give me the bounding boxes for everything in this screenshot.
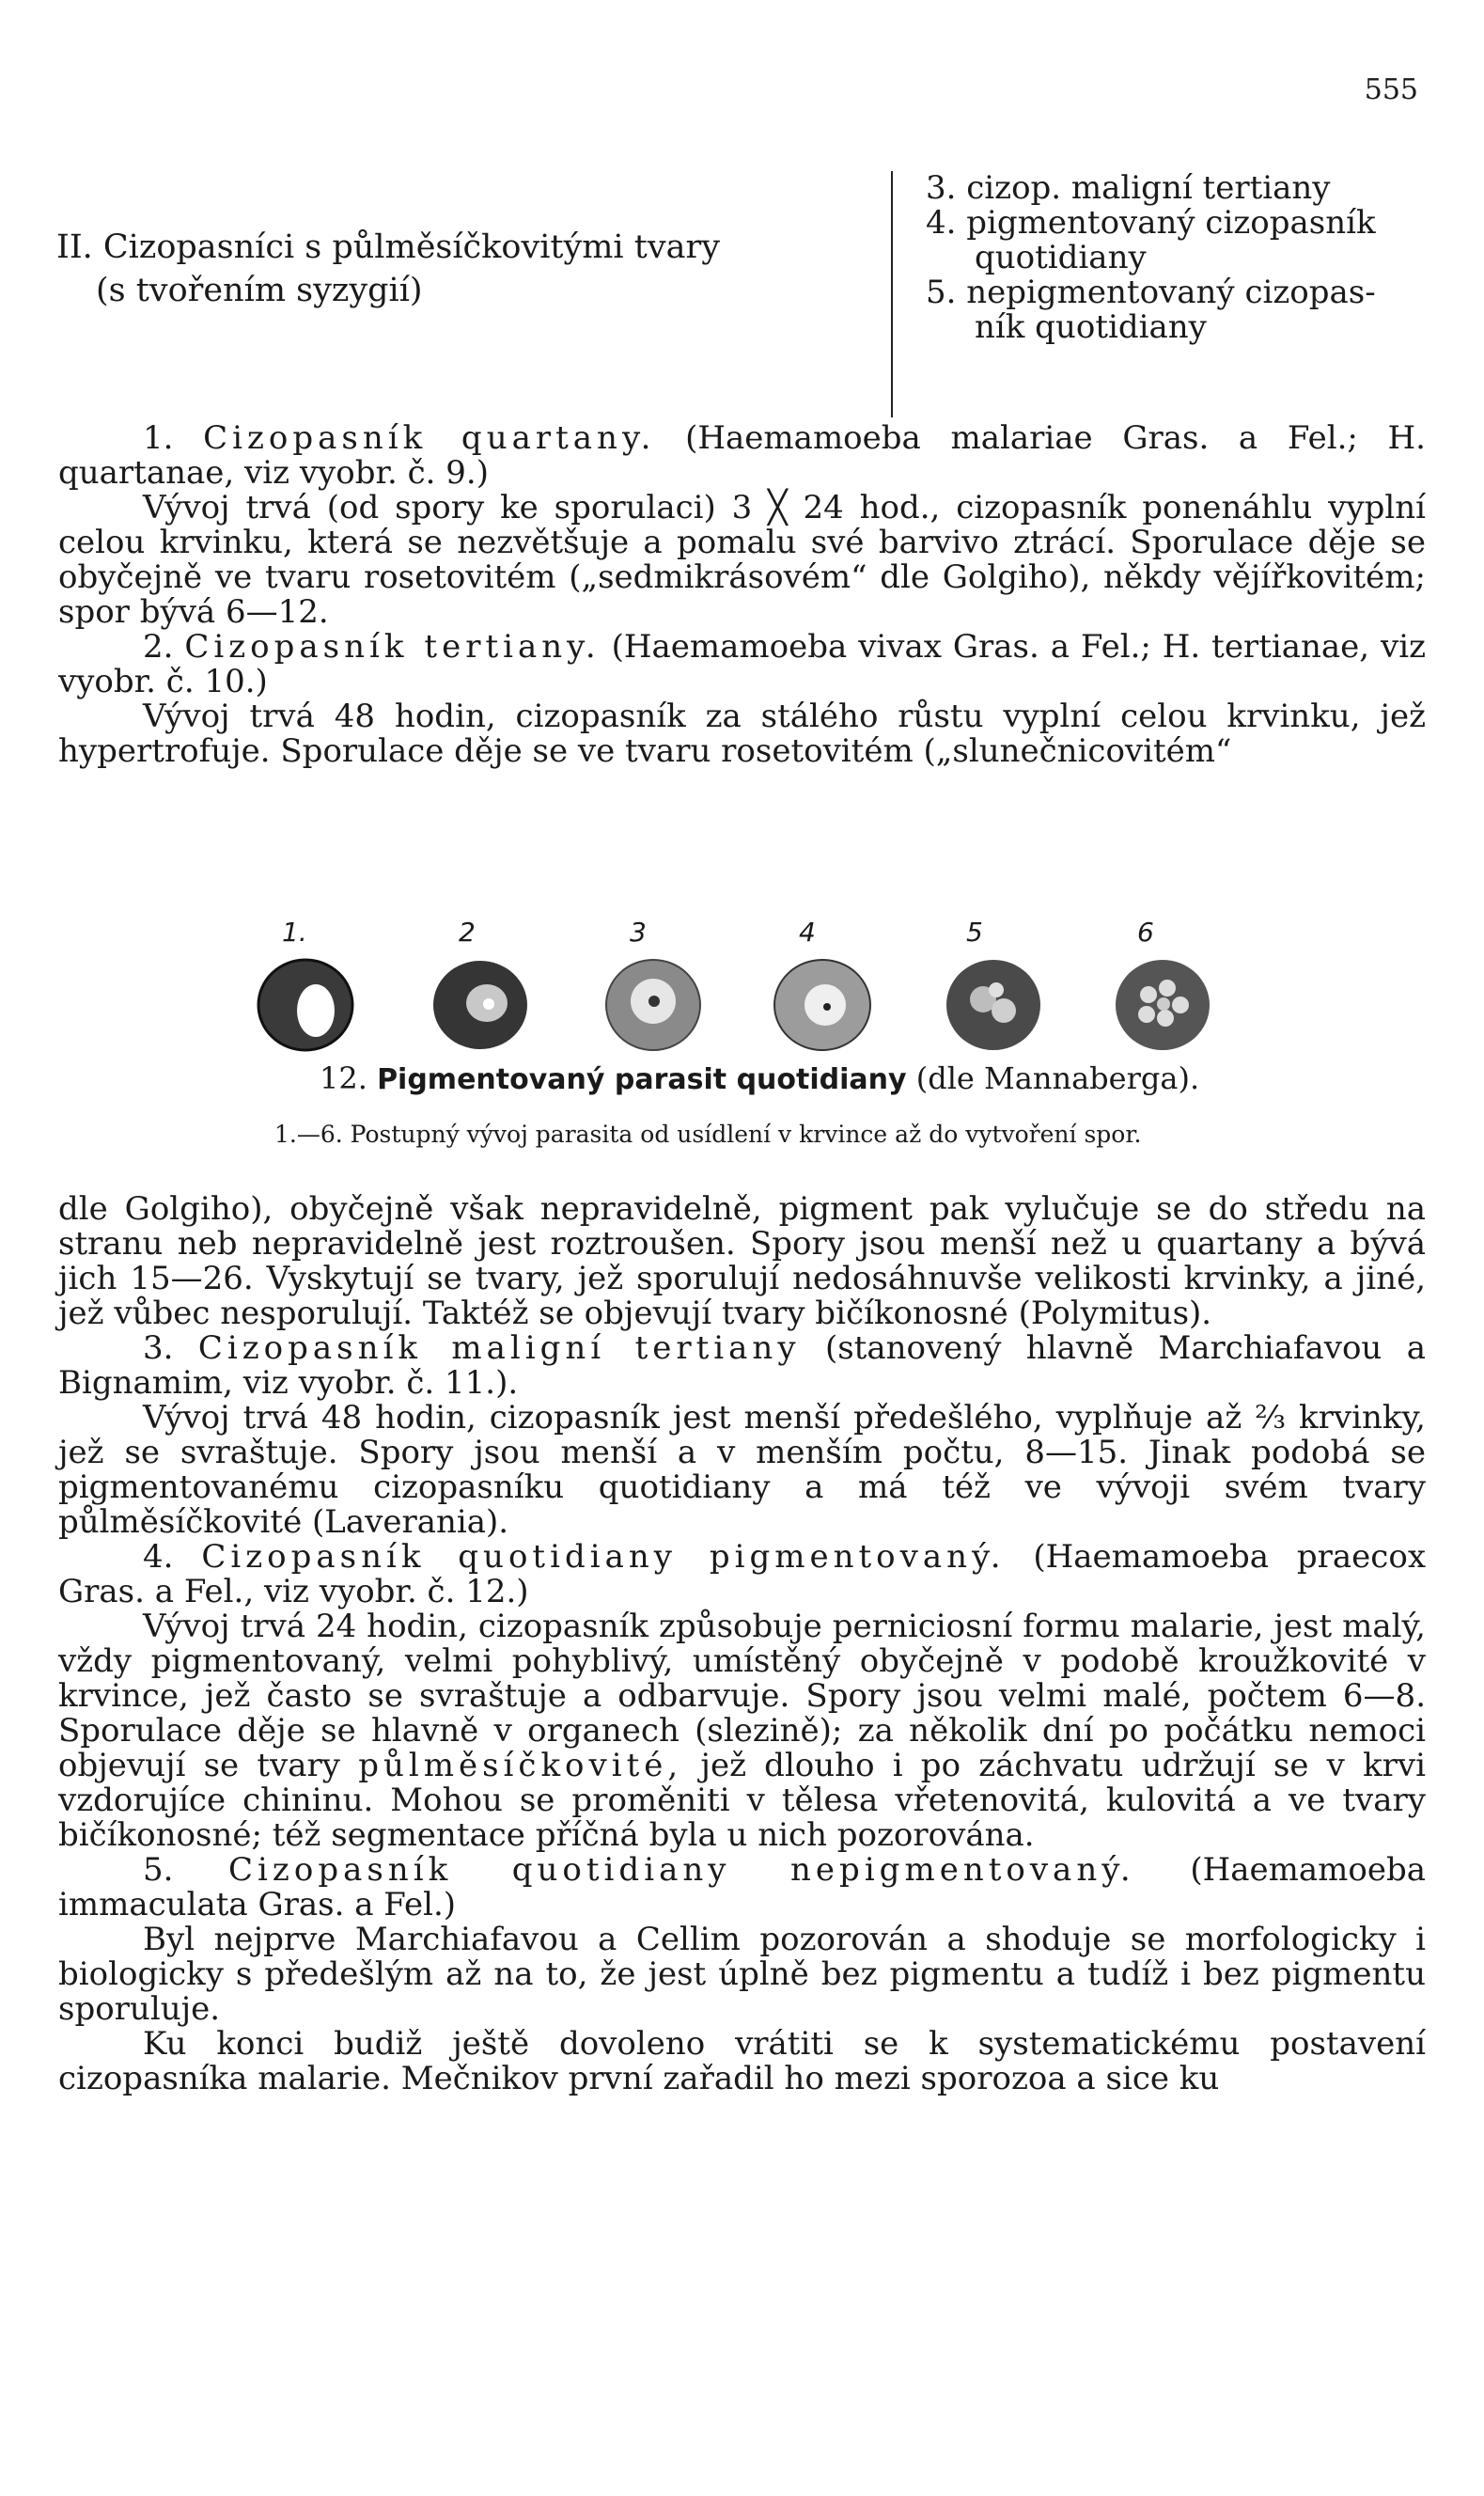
paragraph: 1. Cizopasník quartany. (Haemamoeba malariae Gras. a Fel.; H. quartanae, viz vyobr. č. 9.) <box>58 419 1426 492</box>
figure-label-2: 2 <box>459 917 476 948</box>
figure-label-6: 6 <box>1137 917 1154 948</box>
figure-label-3: 3 <box>630 917 647 948</box>
paragraph: 5. Cizopasník quotidiany nepigmentovaný. (Haemamoeba immaculata Gras. a Fel.) <box>58 1851 1426 1923</box>
classification-bracket <box>891 171 906 417</box>
classification-group-title <box>56 226 720 312</box>
group-title-line1: II. Cizopasníci s půlměsíčkovitými tvary <box>56 228 720 266</box>
list-item: 3. cizop. maligní tertiany <box>926 169 1331 207</box>
section-heading: Cizopasník maligní tertiany <box>197 1329 801 1367</box>
blood-cell-stage-2 <box>429 952 532 1056</box>
paragraph: Ku konci budiž ještě dovoleno vrátiti se k systematickému postavení cizopasníka malarie. Mečnikov první zařadil ho mezi sporozoa a sice ku <box>58 2025 1426 2097</box>
text-block-bottom <box>58 1192 1426 2096</box>
section-heading: Cizopasník quotidiany nepigmentovaný. <box>228 1851 1135 1889</box>
paragraph: Byl nejprve Marchiafavou a Cellim pozorován a shoduje se morfologicky i biologicky s předešlým až na to, že jest úplně bez pigmentu a tudíž i bez pigmentu sporuluje. <box>58 1921 1426 2028</box>
blood-cell-stage-5 <box>942 952 1045 1056</box>
figure-label-1: 1. <box>282 917 307 948</box>
figure-subcaption: 1.—6. Postupný vývoj parasita od usídlení v krvince až do vytvoření spor. <box>274 1121 1142 1148</box>
paragraph: 2. Cizopasník tertiany. (Haemamoeba vivax Gras. a Fel.; H. tertianae, viz vyobr. č. 10.) <box>58 628 1427 700</box>
paragraph: 3. Cizopasník maligní tertiany (stanovený hlavně Marchiafavou a Bignamim, viz vyobr. č. 11.). <box>58 1329 1426 1402</box>
paragraph: Vývoj trvá 24 hodin, cizopasník způsobuje perniciosní formu malarie, jest malý, vždy pigmentovaný, velmi pohyblivý, umístěný obyčejně v podobě kroužkovité v krvince, jež často se svraštuje a odbarvuje. Spory jsou velmi malé, počtem 6—8. Sporulace děje se hlavně v organech (slezině); za několik dní po počátku nemoci objevují se tvary půlměsíčkovité, jež dlouho i po záchvatu udržují se v krvi vzdorujíce chininu. Mohou se proměniti v tělesa vřetenovitá, kulovitá a ve tvary bičíkonosné; též segmentace příčná byla u nich pozorována. <box>58 1608 1427 1854</box>
blood-cell-stage-3 <box>601 952 705 1056</box>
blood-cell-stage-4 <box>771 952 874 1056</box>
classification-list <box>926 171 1433 345</box>
page-number: 555 <box>1364 73 1418 106</box>
paragraph: Vývoj trvá (od spory ke sporulaci) 3 ╳ 24 hod., cizopasník ponenáhlu vyplní celou krvinku, která se nezvětšuje a pomalu své barvivo ztrácí. Sporulace děje se obyčejně ve tvaru rosetovitém („sedmikrásovém“ dle Golgiho), někdy vějířkovitém; spor bývá 6—12. <box>58 489 1426 631</box>
list-item: 5. nepigmentovaný cizopas- ník quotidiany <box>926 274 1376 346</box>
paragraph: Vývoj trvá 48 hodin, cizopasník jest menší předešlého, vyplňuje až ⅔ krvinky, jež se svraštuje. Spory jsou menší a v menším počtu, 8—15. Jinak podobá se pigmentovanému cizopasníku quotidiany a má též ve vývoji svém tvary půlměsíčkovité (Laverania). <box>58 1399 1426 1541</box>
paragraph: Vývoj trvá 48 hodin, cizopasník za stálého růstu vyplní celou krvinku, jež hypertrofuje. Sporulace děje se ve tvaru rosetovitém („slunečnicovitém“ <box>58 698 1426 770</box>
group-title-line2: (s tvořením syzygií) <box>96 272 423 309</box>
list-item: 4. pigmentovaný cizopasník quotidiany <box>926 204 1376 276</box>
figure-label-4: 4 <box>799 917 816 948</box>
section-heading: Cizopasník quartany. <box>203 419 656 457</box>
section-heading: Cizopasník tertiany. <box>184 628 601 666</box>
figure-label-5: 5 <box>966 917 983 948</box>
text-block-top <box>58 421 1426 769</box>
section-heading: Cizopasník quotidiany pigmentovaný. <box>201 1538 1006 1576</box>
figure-caption: 12. Pigmentovaný parasit quotidiany (dle Mannaberga). <box>320 1060 1200 1096</box>
blood-cell-stage-6 <box>1111 952 1214 1056</box>
paragraph: 4. Cizopasník quotidiany pigmentovaný. (Haemamoeba praecox Gras. a Fel., viz vyobr. č. 12.) <box>58 1538 1426 1610</box>
blood-cell-stage-1 <box>254 952 357 1056</box>
paragraph: dle Golgiho), obyčejně však nepravidelně, pigment pak vylučuje se do středu na stranu neb nepravidelně jest roztroušen. Spory jsou menší než u quartany a bývá jich 15—26. Vyskytují se tvary, jež sporulují nedosáhnuvše velikosti krvinky, a jiné, jež vůbec nesporulují. Taktéž se objevují tvary bičíkonosné (Polymitus). <box>58 1190 1426 1332</box>
